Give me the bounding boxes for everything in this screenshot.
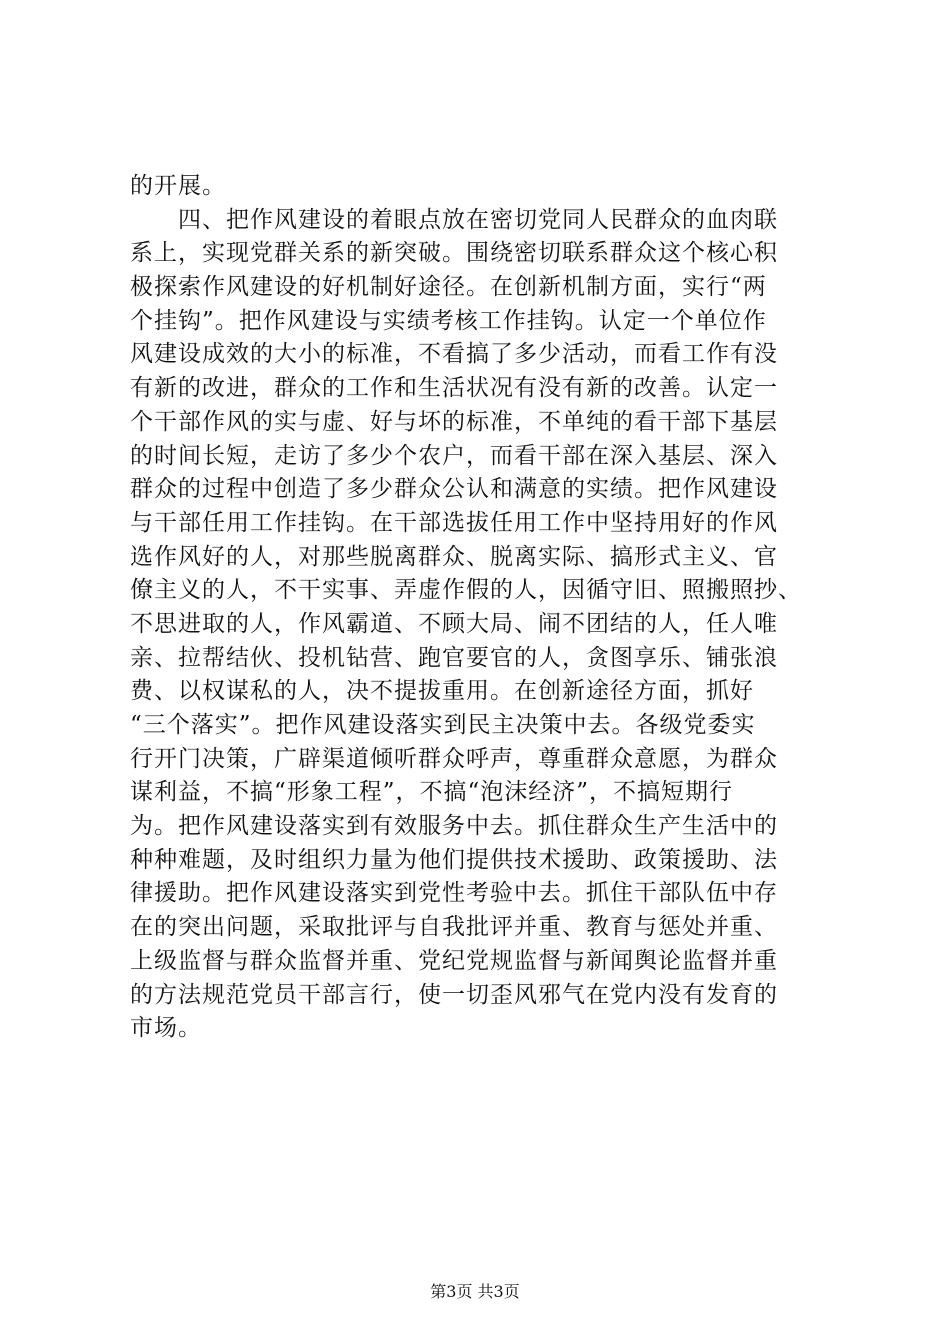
text-line: 律援助。把作风建设落实到党性考验中去。抓住干部队伍中存 [130,880,778,907]
body-text [130,170,830,1046]
text-line: 四、把作风建设的着眼点放在密切党同人民群众的血肉联 [130,206,778,233]
text-line: 群众的过程中创造了多少群众公认和满意的实绩。把作风建设 [130,476,778,503]
text-line: 的方法规范党员干部言行，使一切歪风邪气在党内没有发育的 [130,981,778,1008]
text-line: 种种难题，及时组织力量为他们提供技术援助、政策援助、法 [130,846,778,873]
text-line: 系上，实现党群关系的新突破。围绕密切联系群众这个核心积 [130,240,778,267]
text-line: 市场。 [130,1015,202,1042]
text-line: 不思进取的人，作风霸道、不顾大局、闹不团结的人，任人唯 [130,610,778,637]
text-line: 风建设成效的大小的标准，不看搞了多少活动，而看工作有没 [130,341,778,368]
text-line: 有新的改进，群众的工作和生活状况有没有新的改善。认定一 [130,375,778,402]
text-line: 与干部任用工作挂钩。在干部选拔任用工作中坚持用好的作风 [130,509,778,536]
text-line: 僚主义的人，不干实事、弄虚作假的人，因循守旧、照搬照抄、 [130,577,802,604]
text-line: “三个落实”。把作风建设落实到民主决策中去。各级党委实 [130,712,756,738]
text-line: 行开门决策，广辟渠道倾听群众呼声，尊重群众意愿，为群众 [130,745,778,772]
text-line: 极探索作风建设的好机制好途径。在创新机制方面，实行“两 [130,274,767,301]
text-line: 选作风好的人，对那些脱离群众、脱离实际、搞形式主义、官 [130,543,778,570]
page-number-footer: 第3页 共3页 [430,1282,520,1301]
text-line: 亲、拉帮结伙、投机钻营、跑官要官的人，贪图享乐、铺张浪 [130,644,778,671]
text-line: 个挂钩”。把作风建设与实绩考核工作挂钩。认定一个单位作 [130,307,767,334]
text-line: 上级监督与群众监督并重、党纪党规监督与新闻舆论监督并重 [130,947,778,974]
text-line: 个干部作风的实与虚、好与坏的标准，不单纯的看干部下基层 [130,408,778,435]
text-line: 谋利益，不搞“形象工程”，不搞“泡沫经济”，不搞短期行 [130,779,734,806]
text-line: 为。把作风建设落实到有效服务中去。抓住群众生产生活中的 [130,813,778,840]
text-line: 费、以权谋私的人，决不提拔重用。在创新途径方面，抓好 [130,678,754,705]
text-line: 的开展。 [130,173,226,199]
text-line: 的时间长短，走访了多少个农户，而看干部在深入基层、深入 [130,442,778,469]
text-line: 在的突出问题，采取批评与自我批评并重、教育与惩处并重、 [130,914,778,941]
